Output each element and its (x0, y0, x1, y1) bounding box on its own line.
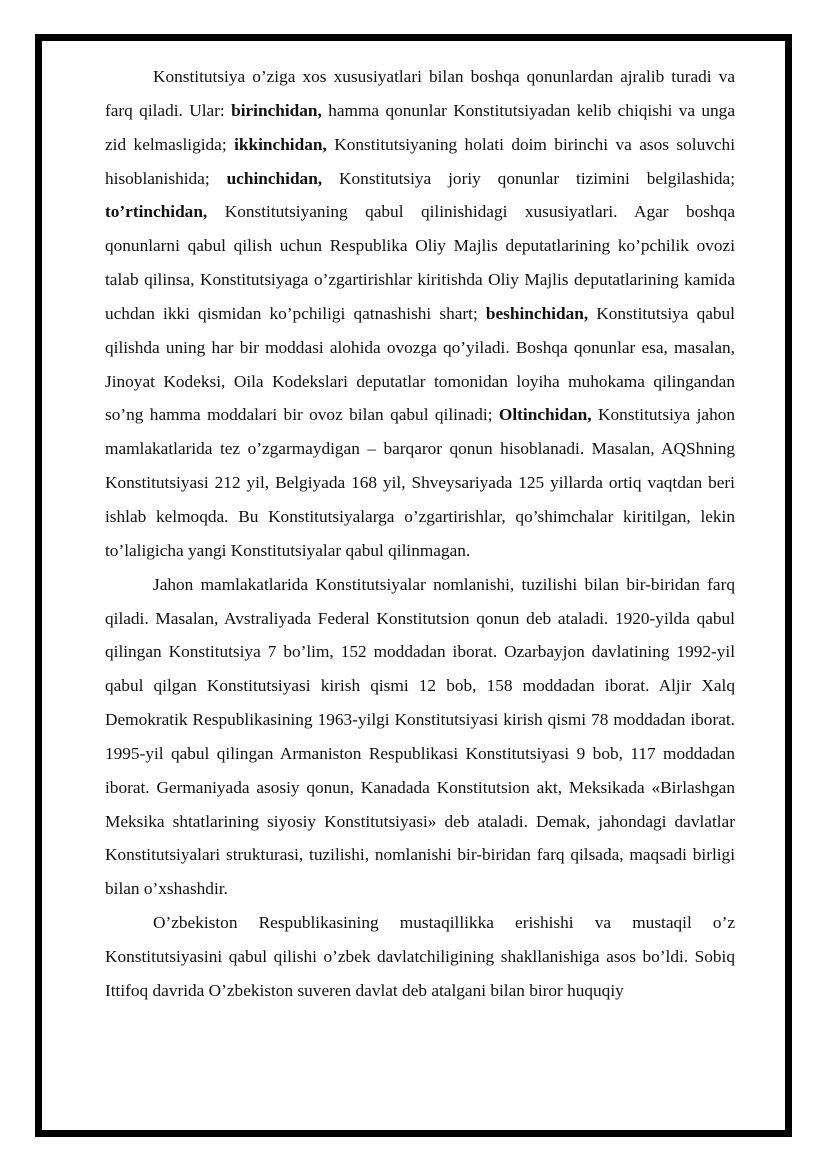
page-border-frame (35, 34, 792, 1137)
bold-term-uchinchidan: uchinchidan, (226, 168, 323, 188)
bold-term-beshinchidan: beshinchidan, (485, 303, 589, 323)
text-run: Konstitutsiya jahon mamlakatlarida tez o’zgarmaydigan – barqaror qonun hisoblanadi. Masalan, AQShning Konstitutsiyasi 212 yil, Belgiyada 168 yil, Shveysariyada 125 yillarda ortiq vaqtdan beri ishlab kelmoqda. Bu Konstitutsiyalarga o’zgartirishlar, qo’shimchalar kiritilgan, lekin to’laligicha yangi Konstitutsiyalar qabul qilinmagan. (105, 405, 735, 560)
text-run: Jahon mamlakatlarida Konstitutsiyalar nomlanishi, tuzilishi bilan bir-biridan farq qiladi. Masalan, Avstraliyada Federal Konstitutsion qonun deb ataladi. 1920-yilda qabul qilingan Konstitutsiya 7 bo’lim, 152 moddadan iborat. Ozarbayjon davlatining 1992-yil qabul qilgan Konstitutsiyasi kirish qismi 12 bob, 158 moddadan iborat. Aljir Xalq Demokratik Respublikasining 1963-yilgi Konstitutsiyasi kirish qismi 78 moddadan iborat. 1995-yil qabul qilingan Armaniston Respublikasi Konstitutsiyasi 9 bob, 117 moddadan iborat. Germaniyada asosiy qonun, Kanadada Konstitutsion akt, Meksikada «Birlashgan Meksika shtatlarining siyosiy Konstitutsiyasi» deb ataladi. Demak, jahondagi davlatlar Konstitutsiyalari strukturasi, tuzilishi, nomlanishi bir-biridan farq qilsada, maqsadi birligi bilan o’xshashdir. (105, 574, 735, 899)
paragraph-uzbekistan-independence (105, 906, 735, 1008)
bold-term-tortinchidan: to’rtinchidan, (105, 202, 208, 222)
text-run: O’zbekiston Respublikasining mustaqillikka erishishi va mustaqil o’z Konstitutsiyasini qabul qilishi o’zbek davlatchiligining shakllanishiga asos bo’ldi. Sobiq Ittifoq davrida O’zbekiston suveren davlat deb atalgani bilan biror huquqiy (105, 913, 735, 1000)
text-run: Konstitutsiya o’ziga xos xususiyatlari bilan boshqa qonunlardan ajralib turadi va farq qiladi. Ular: (105, 67, 735, 120)
bold-term-ikkinchidan: ikkinchidan, (234, 134, 327, 154)
text-run: Konstitutsiyaning qabul qilinishidagi xususiyatlari. Agar boshqa qonunlarni qabul qilish uchun Respublika Oliy Majlis deputatlarining ko’pchilik ovozi talab qilinsa, Konstitutsiyaga o’zgartirishlar kiritishda Oliy Majlis deputatlarining kamida uchdan ikki qismidan ko’pchiligi qatnashishi shart; (105, 202, 735, 323)
body-text (105, 60, 735, 1008)
text-run: Konstitutsiya qabul qilishda uning har bir moddasi alohida ovozga qo’yiladi. Boshqa qonunlar esa, masalan, Jinoyat Kodeksi, Oila Kodekslari deputatlar tomonidan loyiha muhokama qilingandan so’ng hamma moddalari bir ovoz bilan qabul qilinadi; (105, 303, 735, 425)
bold-term-birinchidan: birinchidan, (231, 100, 322, 120)
text-run: Konstitutsiya joriy qonunlar tizimini belgilashida; (322, 168, 735, 188)
bold-term-oltinchidan: Oltinchidan, (498, 405, 592, 425)
paragraph-constitution-features (105, 60, 735, 568)
paragraph-world-constitutions (105, 568, 735, 906)
text-run: Konstitutsiyaning holati doim birinchi va asos soluvchi hisoblanishida; (105, 134, 735, 188)
text-run: hamma qonunlar Konstitutsiyadan kelib chiqishi va unga zid kelmasligida; (105, 100, 735, 154)
